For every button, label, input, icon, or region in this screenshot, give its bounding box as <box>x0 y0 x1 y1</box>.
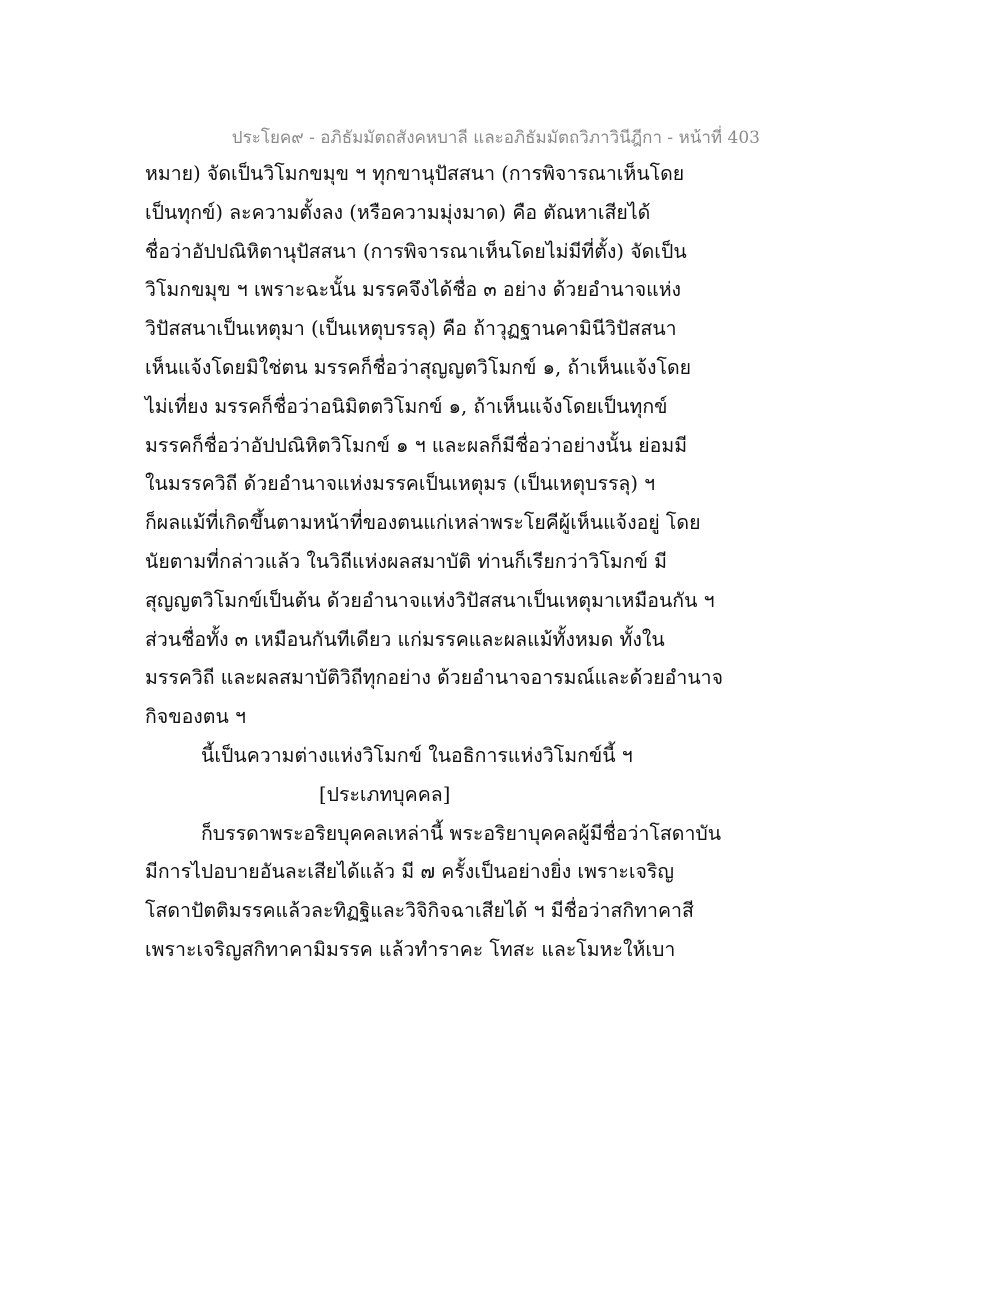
body-line: วิปัสสนาเป็นเหตุมา (เป็นเหตุบรรลุ) คือ ถ้าวุฏฐานคามินีวิปัสสนา <box>145 317 677 341</box>
body-line: ไม่เที่ยง มรรคก็ชื่อว่าอนิมิตตวิโมกข์ ๑, ถ้าเห็นแจ้งโดยเป็นทุกข์ <box>145 394 668 418</box>
body-line: หมาย) จัดเป็นวิโมกขมุข ฯ ทุกขานุปัสสนา (การพิจารณาเห็นโดย <box>145 162 685 185</box>
body-line: วิโมกขมุข ฯ เพราะฉะนั้น มรรคจึงได้ชื่อ ๓ อย่าง ด้วยอำนาจแห่ง <box>145 278 682 302</box>
section-line: ก็บรรดาพระอริยบุคคลเหล่านี้ พระอริยาบุคคลผู้มีชื่อว่าโสดาบัน <box>201 821 722 845</box>
body-line: สุญญตวิโมกข์เป็นต้น ด้วยอำนาจแห่งวิปัสสนาเป็นเหตุมาเหมือนกัน ฯ <box>145 588 715 612</box>
running-header: ประโยค๙ - อภิธัมมัตถสังคหบาลี และอภิธัมมัตถวิภาวินีฎีกา - หน้าที่ 403 <box>231 128 760 148</box>
section-heading: [ประเภทบุคคล] <box>319 782 451 806</box>
page-body <box>145 155 735 970</box>
section-line: มีการไปอบายอันละเสียได้แล้ว มี ๗ ครั้งเป็นอย่างยิ่ง เพราะเจริญ <box>145 860 675 884</box>
body-line: เห็นแจ้งโดยมิใช่ตน มรรคก็ชื่อว่าสุญญตวิโมกข์ ๑, ถ้าเห็นแจ้งโดย <box>145 355 692 379</box>
body-line: ในมรรควิถี ด้วยอำนาจแห่งมรรคเป็นเหตุมร (เป็นเหตุบรรลุ) ฯ <box>145 472 656 496</box>
section-line: โสดาปัตติมรรคแล้วละทิฏฐิและวิจิกิจฉาเสียได้ ฯ มีชื่อว่าสกิทาคาสี <box>145 899 694 923</box>
body-line: ส่วนชื่อทั้ง ๓ เหมือนกันทีเดียว แก่มรรคและผลแม้ทั้งหมด ทั้งใน <box>145 627 665 651</box>
closing-line: นี้เป็นความต่างแห่งวิโมกข์ ในอธิการแห่งวิโมกข์นี้ ฯ <box>201 743 633 767</box>
body-line: มรรคก็ชื่อว่าอัปปณิหิตวิโมกข์ ๑ ฯ และผลก็มีชื่อว่าอย่างนั้น ย่อมมี <box>145 433 688 457</box>
body-line: มรรควิถี และผลสมาบัติวิถีทุกอย่าง ด้วยอำนาจอารมณ์และด้วยอำนาจ <box>145 666 724 690</box>
body-line: นัยตามที่กล่าวแล้ว ในวิถีแห่งผลสมาบัติ ท่านก็เรียกว่าวิโมกข์ มี <box>145 549 667 573</box>
body-line: เป็นทุกข์) ละความตั้งลง (หรือความมุ่งมาด) คือ ตัณหาเสียได้ <box>145 200 651 224</box>
body-line: ก็ผลแม้ที่เกิดขึ้นตามหน้าที่ของตนแก่เหล่าพระโยคีผู้เห็นแจ้งอยู่ โดย <box>145 511 701 535</box>
body-line: กิจของตน ฯ <box>145 705 246 729</box>
body-line: ชื่อว่าอัปปณิหิตานุปัสสนา (การพิจารณาเห็นโดยไม่มีที่ตั้ง) จัดเป็น <box>145 239 687 263</box>
section-line: เพราะเจริญสกิทาคามิมรรค แล้วทำราคะ โทสะ และโมหะให้เบา <box>145 937 676 961</box>
